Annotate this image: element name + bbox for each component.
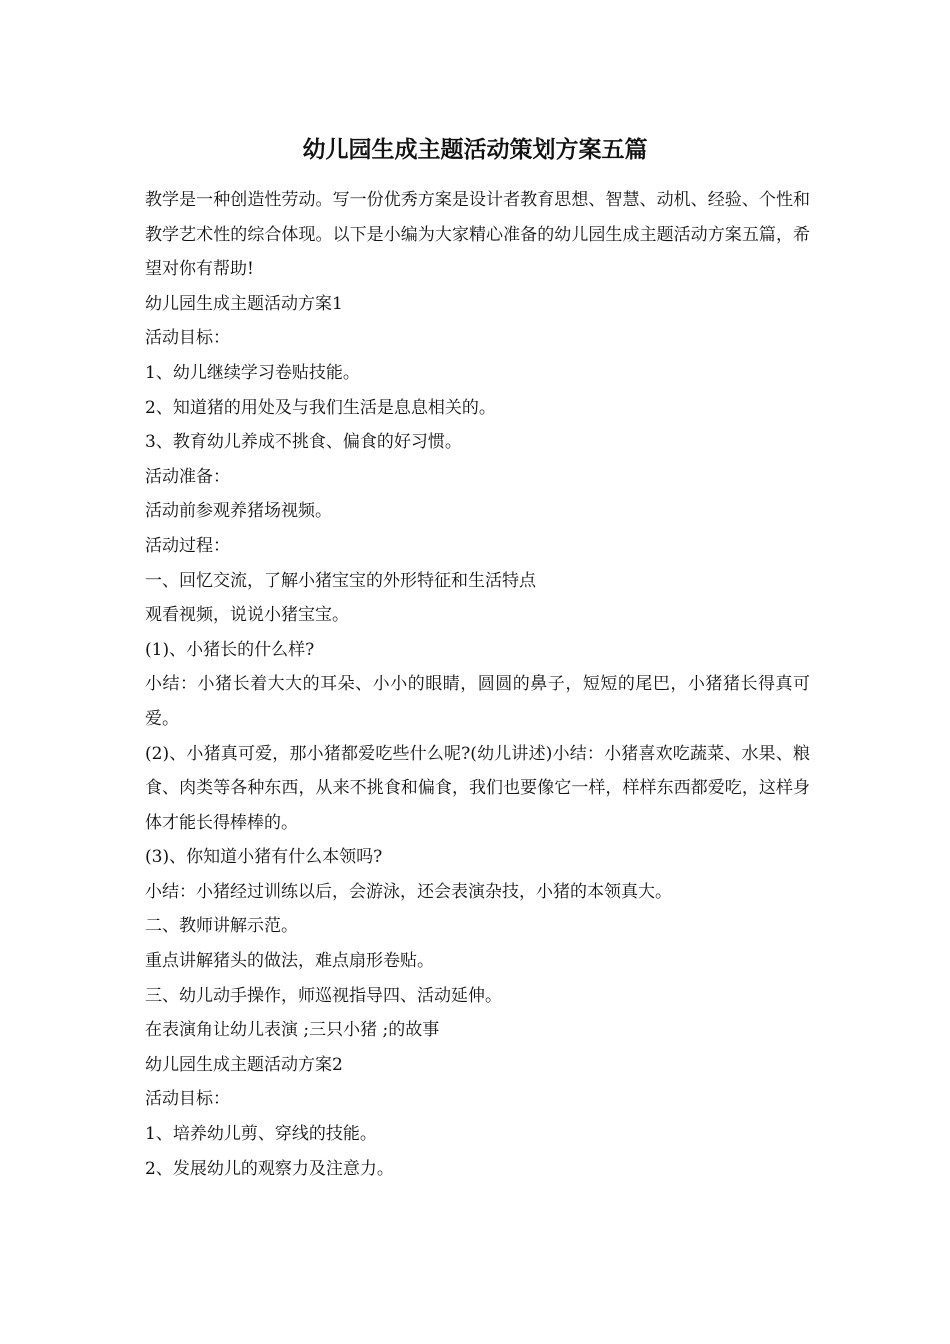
- document-title: 幼儿园生成主题活动策划方案五篇: [302, 136, 648, 163]
- paragraph: 1、培养幼儿剪、穿线的技能。: [145, 1124, 377, 1145]
- paragraph: 二、教师讲解示范。: [145, 916, 298, 937]
- paragraph: 2、知道猪的用处及与我们生活是息息相关的。: [145, 397, 496, 418]
- paragraph: 活动过程：: [145, 535, 230, 556]
- paragraph: 小结：小猪经过训练以后，会游泳，还会表演杂技，小猪的本领真大。: [145, 881, 672, 902]
- paragraph: (3)、你知道小猪有什么本领吗?: [145, 847, 383, 868]
- paragraph: 1、幼儿继续学习卷贴技能。: [145, 362, 360, 383]
- paragraph: 一、回忆交流，了解小猪宝宝的外形特征和生活特点: [145, 570, 536, 591]
- paragraph: 重点讲解猪头的做法，难点扇形卷贴。: [145, 951, 434, 972]
- paragraph: 活动目标：: [145, 328, 230, 349]
- paragraph: 活动前参观养猪场视频。: [145, 501, 332, 522]
- paragraph: 活动准备：: [145, 466, 230, 487]
- paragraph: 小结：小猪长着大大的耳朵、小小的眼睛，圆圆的鼻子，短短的尾巴，小猪猪长得真可爱。: [145, 674, 810, 729]
- paragraph: 2、发展幼儿的观察力及注意力。: [145, 1158, 394, 1179]
- intro-paragraph: 教学是一种创造性劳动。写一份优秀方案是设计者教育思想、智慧、动机、经验、个性和教学艺术性的综合体现。以下是小编为大家精心准备的幼儿园生成主题活动方案五篇，希望对你有帮助!: [145, 190, 810, 280]
- paragraph: 3、教育幼儿养成不挑食、偏食的好习惯。: [145, 432, 462, 453]
- paragraph: 在表演角让幼儿表演 ;三只小猪 ;的故事: [145, 1020, 440, 1041]
- section-heading-plan-2: 幼儿园生成主题活动方案2: [145, 1054, 343, 1075]
- paragraph: 三、幼儿动手操作，师巡视指导四、活动延伸。: [145, 985, 502, 1006]
- paragraph: (2)、小猪真可爱，那小猪都爱吃些什么呢?(幼儿讲述)小结：小猪喜欢吃蔬菜、水果、粮食、肉类等各种东西，从来不挑食和偏食，我们也要像它一样，样样东西都爱吃，这样身体才能长得棒棒的。: [145, 743, 810, 833]
- paragraph: 活动目标：: [145, 1089, 230, 1110]
- document-body: [145, 183, 810, 1186]
- paragraph: 观看视频，说说小猪宝宝。: [145, 605, 349, 626]
- paragraph: (1)、小猪长的什么样?: [145, 639, 315, 660]
- section-heading-plan-1: 幼儿园生成主题活动方案1: [145, 293, 343, 314]
